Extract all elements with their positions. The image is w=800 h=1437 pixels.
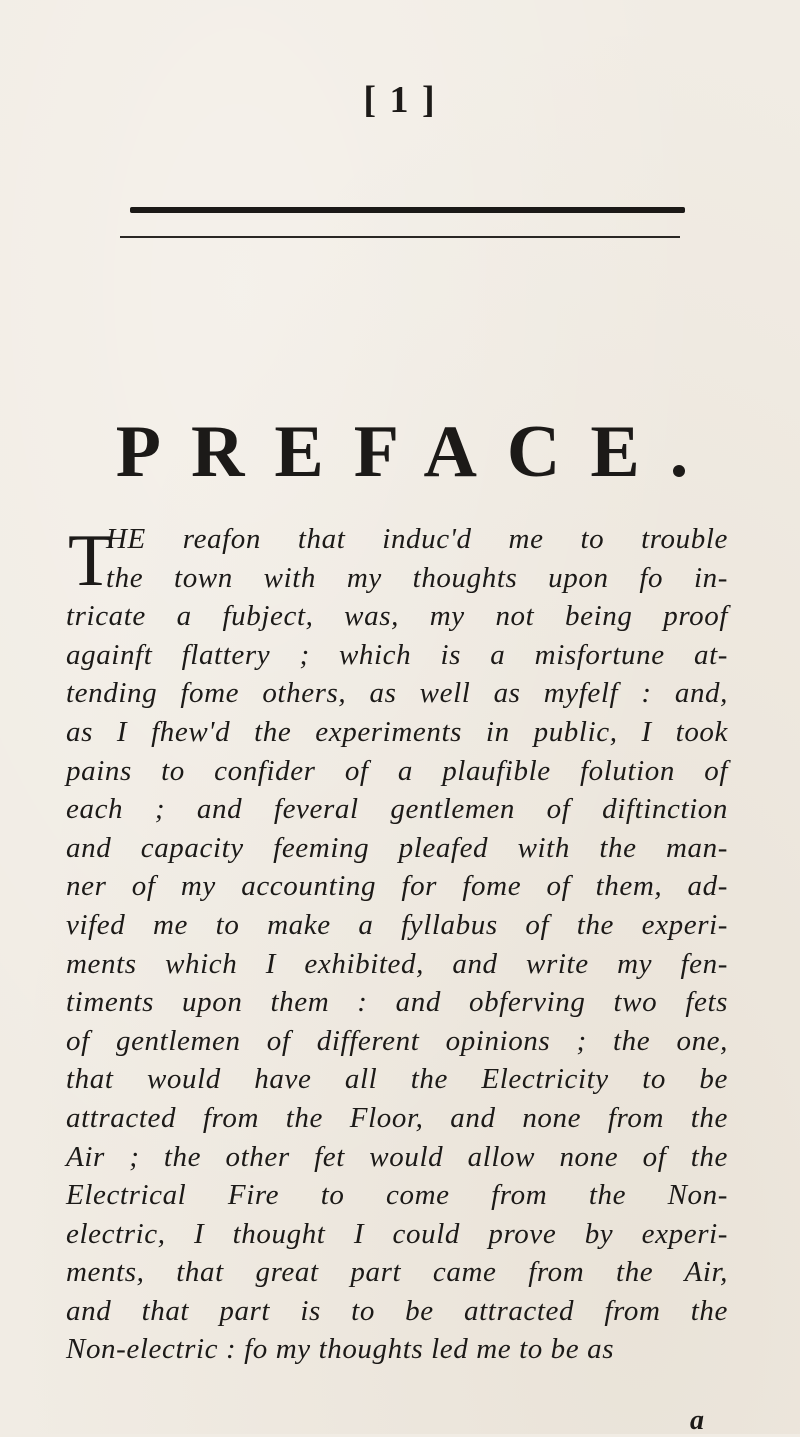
text-line: timents upon them : and obferving two fets (66, 986, 728, 1019)
preface-text (66, 520, 728, 1369)
text-line: that would have all the Electricity to be (66, 1063, 728, 1096)
text-line: each ; and feveral gentlemen of diftinction (66, 793, 728, 826)
text-line: of gentlemen of different opinions ; the one, (66, 1024, 728, 1057)
preface-heading: PREFACE. (115, 411, 719, 493)
text-line: ments, that great part came from the Air, (66, 1256, 728, 1289)
text-line: attracted from the Floor, and none from the (66, 1101, 728, 1134)
text-line: HE reafon that induc'd me to trouble (106, 523, 728, 555)
page-number: [ 1 ] (363, 79, 437, 121)
text-line: ner of my accounting for fome of them, ad- (66, 870, 728, 903)
text-line: as I fhew'd the experiments in public, I took (66, 715, 728, 748)
text-line: and capacity feeming pleafed with the man- (66, 831, 728, 864)
text-line: the town with my thoughts upon fo in- (106, 561, 728, 594)
drop-cap-letter: T (68, 520, 114, 602)
ornamental-rule-thin (120, 236, 680, 238)
ornamental-rule-thick (130, 207, 685, 213)
text-line: Electrical Fire to come from the Non- (66, 1179, 728, 1212)
text-line: and that part is to be attracted from the (66, 1294, 728, 1327)
text-line: ments which I exhibited, and write my fen- (66, 947, 728, 980)
catchword: a (690, 1405, 704, 1436)
text-line: Air ; the other fet would allow none of the (66, 1140, 728, 1173)
text-line: tricate a fubject, was, my not being proof (66, 600, 728, 633)
text-line: pains to confider of a plaufible folution of (66, 754, 728, 787)
text-line: tending fome others, as well as myfelf : and, (66, 677, 728, 710)
text-line: againft flattery ; which is a misfortune at- (66, 638, 728, 671)
text-line: Non-electric : fo my thoughts led me to be as (66, 1333, 615, 1366)
text-line: vifed me to make a fyllabus of the experi- (66, 908, 728, 941)
text-line: electric, I thought I could prove by experi- (66, 1217, 728, 1250)
